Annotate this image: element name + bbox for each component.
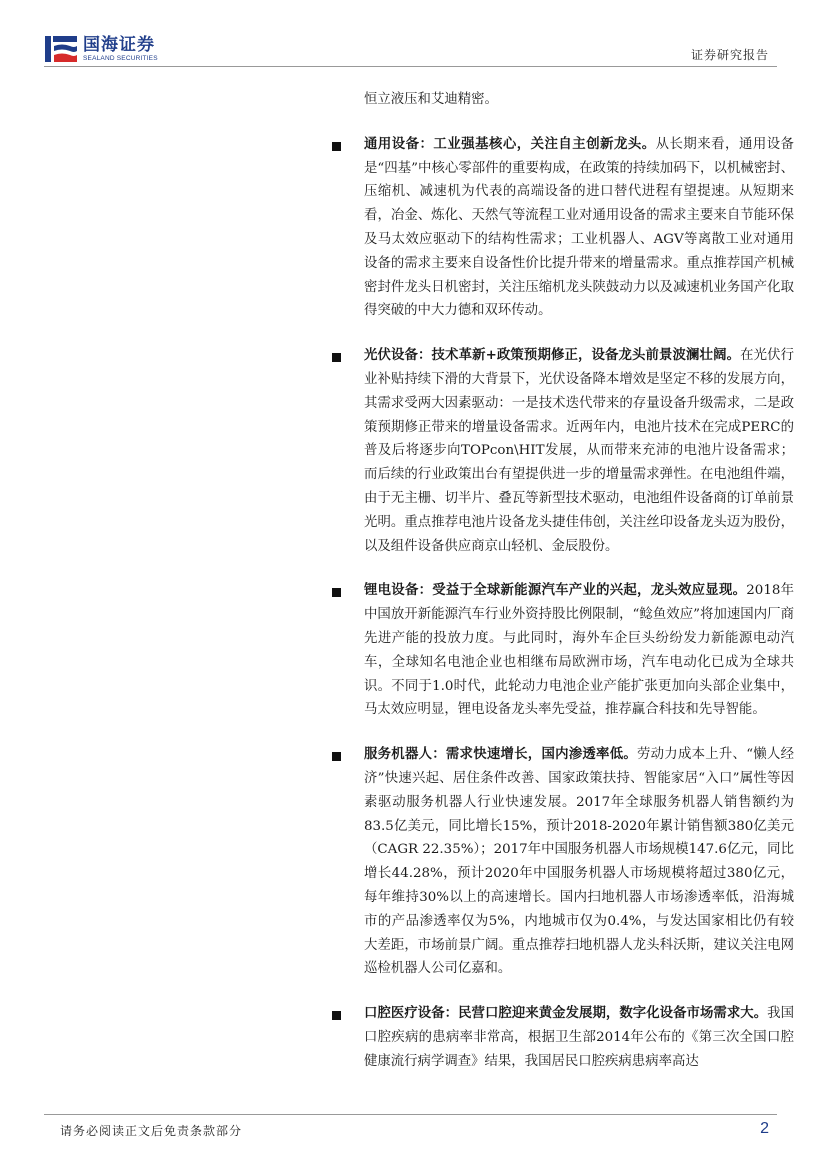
disclaimer-note: 请务必阅读正文后免责条款部分	[60, 1124, 243, 1138]
page-number: 2	[760, 1120, 769, 1137]
section-heading: 口腔医疗设备：民营口腔迎来黄金发展期，数字化设备市场需求大。	[364, 1006, 768, 1022]
section-paragraph	[336, 743, 794, 981]
section-body: 在光伏行业补贴持续下滑的大背景下，光伏设备降本增效是坚定不移的发展方向，其需求受两大因素驱动：一是技术迭代带来的存量设备升级需求，二是政策预期修正带来的增量设备需求。近两年内，电池片技术在完成PERC的普及后将逐步向TOPcon\HIT发展，从而带来充沛的电池片设备需求；而后续的行业政策出台有望提供进一步的增量需求弹性。在电池组件端，由于无主栅、切半片、叠瓦等新型技术驱动，电池组件设备商的订单前景光明。重点推荐电池片设备龙头捷佳伟创，关注丝印设备龙头迈为股份，以及组件设备供应商京山轻机、金辰股份。	[364, 348, 795, 554]
square-bullet-icon	[332, 353, 341, 362]
report-type-label: 证券研究报告	[690, 48, 769, 62]
main-content	[336, 88, 794, 1073]
section-heading: 光伏设备：技术革新+政策预期修正，设备龙头前景波澜壮阔。	[364, 348, 741, 364]
header-divider	[44, 66, 777, 67]
section-paragraph	[336, 133, 794, 323]
square-bullet-icon	[332, 588, 341, 597]
square-bullet-icon	[332, 1011, 341, 1020]
section-heading: 服务机器人：需求快速增长，国内渗透率低。	[364, 747, 637, 763]
section-pv-equipment	[336, 344, 794, 558]
footer-divider	[44, 1114, 777, 1115]
section-service-robots	[336, 743, 794, 981]
brand-subtitle: SEALAND SECURITIES	[83, 54, 158, 62]
section-body: 2018年中国放开新能源汽车行业外资持股比例限制，“鲶鱼效应”将加速国内厂商先进产能的投放力度。与此同时，海外车企巨头纷纷发力新能源电动汽车，全球知名电池企业也相继布局欧洲市场，汽车电动化已成为全球共识。不同于1.0时代，此轮动力电池企业产能扩张更加向头部企业集中，马太效应明显，锂电设备龙头率先受益，推荐赢合科技和先导智能。	[364, 583, 795, 718]
sealand-logo	[44, 34, 158, 64]
section-lithium-equipment	[336, 579, 794, 722]
section-heading: 通用设备：工业强基核心，关注自主创新龙头。	[364, 136, 656, 152]
sealand-logo-icon	[44, 34, 78, 64]
square-bullet-icon	[332, 142, 341, 151]
section-body: 劳动力成本上升、“懒人经济”快速兴起、居住条件改善、国家政策扶持、智能家居“入口”属性等因素驱动服务机器人行业快速发展。2017年全球服务机器人销售额约为83.5亿美元，同比增长15%，预计2018-2020年累计销售额380亿美元（CAGR 22.35%）；2017年中国服务机器人市场规模147.6亿元，同比增长44.28%，预计2020年中国服务机器人市场规模将超过380亿元，每年维持30%以上的高速增长。国内扫地机器人市场渗透率低，沿海城市的产品渗透率仅为5%，内地城市仅为0.4%，与发达国家相比仍有较大差距，市场前景广阔。重点推荐扫地机器人龙头科沃斯，建议关注电网巡检机器人公司亿嘉和。	[364, 747, 794, 977]
section-body: 我国口腔疾病的患病率非常高，根据卫生部2014年公布的《第三次全国口腔健康流行病学调查》结果，我国居民口腔疾病患病率高达	[364, 1006, 795, 1069]
section-body: 从长期来看，通用设备是“四基”中核心零部件的重要构成，在政策的持续加码下，以机械密封、压缩机、减速机为代表的高端设备的进口替代进程有望提速。从短期来看，冶金、炼化、天然气等流程工业对通用设备的需求主要来自节能环保及马太效应驱动下的结构性需求；工业机器人、AGV等离散工业对通用设备的需求主要来自设备性价比提升带来的增量需求。重点推荐国产机械密封件龙头日机密封，关注压缩机龙头陕鼓动力以及减速机业务国产化取得突破的中大力德和双环传动。	[364, 136, 794, 319]
section-paragraph	[336, 344, 794, 558]
square-bullet-icon	[332, 752, 341, 761]
section-general-equipment	[336, 133, 794, 323]
section-heading: 锂电设备：受益于全球新能源汽车产业的兴起，龙头效应显现。	[364, 583, 747, 599]
intro-continuation: 恒立液压和艾迪精密。	[364, 92, 498, 107]
section-dental-equipment	[336, 1002, 794, 1073]
page-header	[0, 0, 827, 70]
section-paragraph	[336, 579, 794, 722]
brand-name: 国海证券	[83, 34, 155, 55]
section-paragraph	[336, 1002, 794, 1073]
